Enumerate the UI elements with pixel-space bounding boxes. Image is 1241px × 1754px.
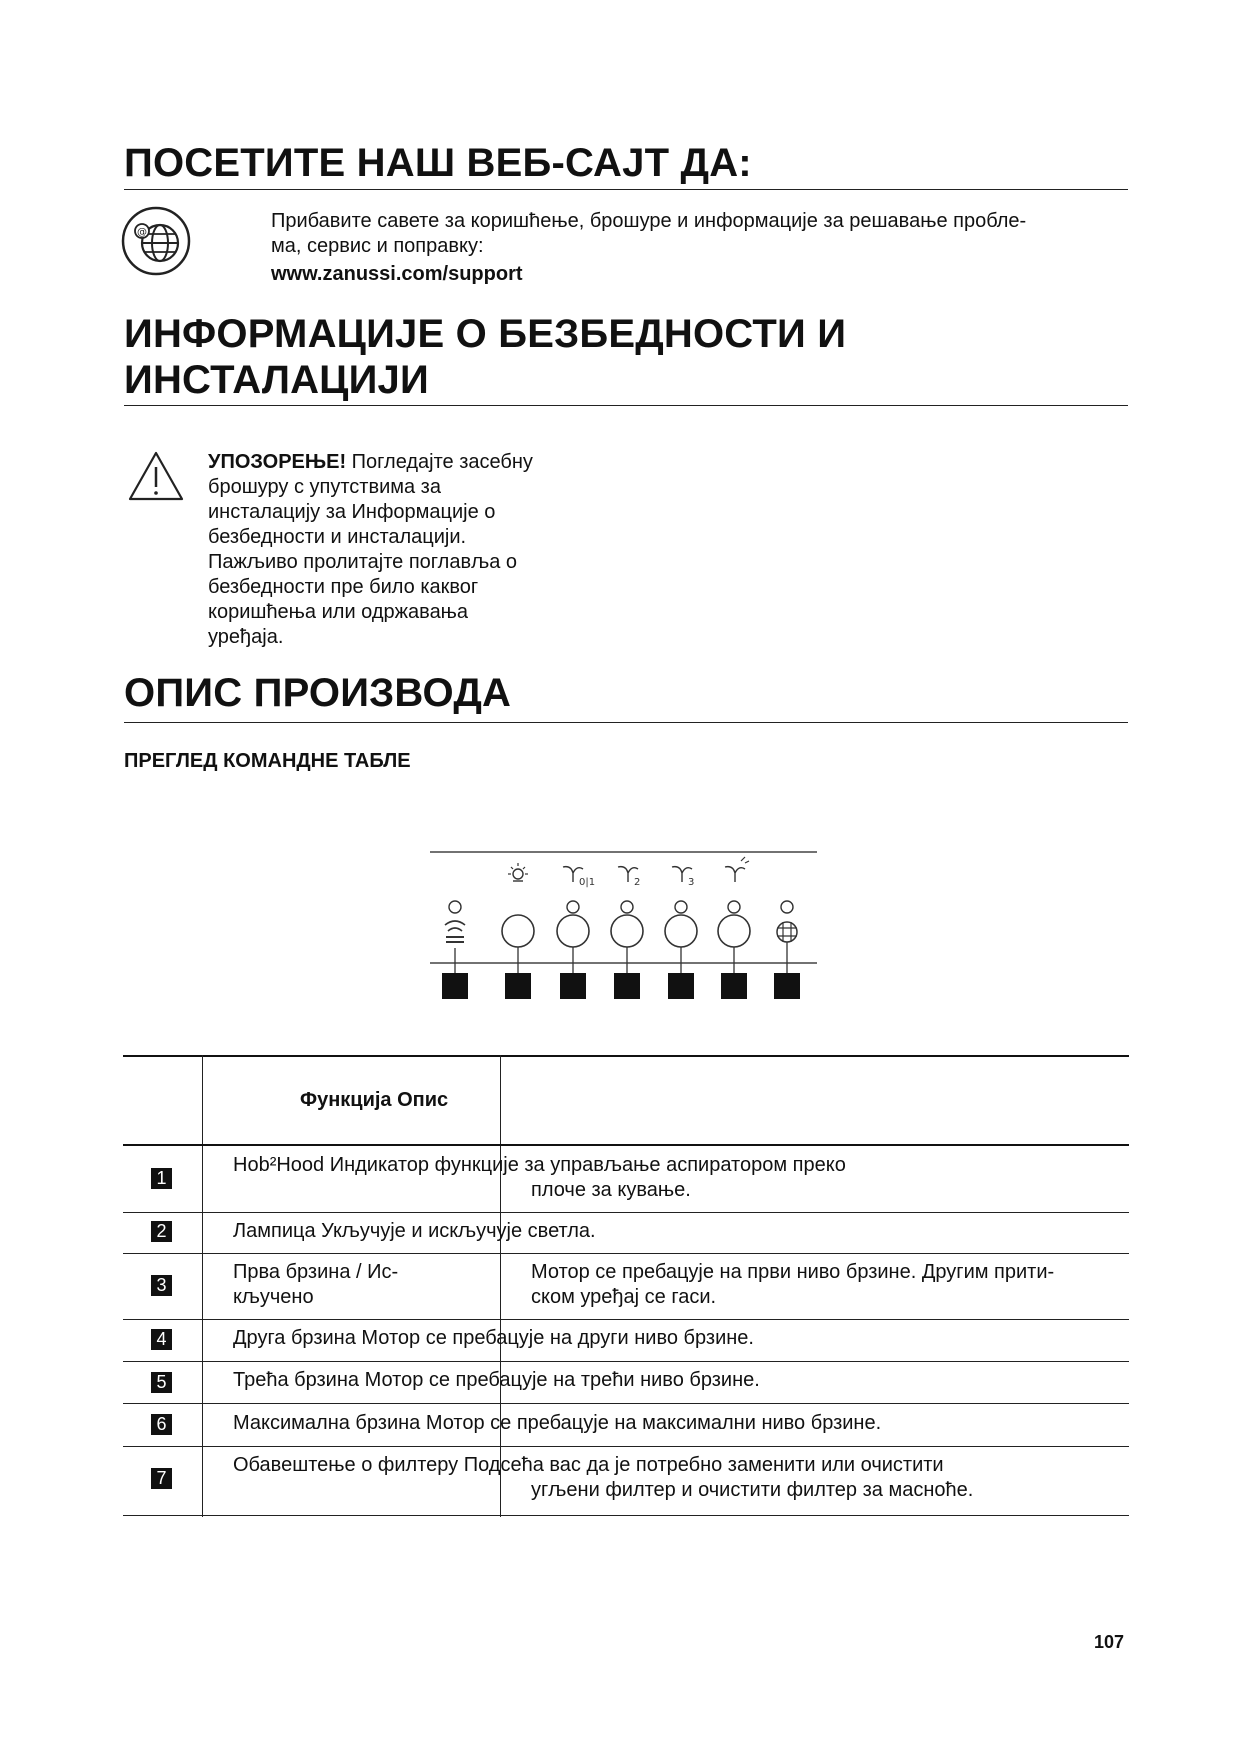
speed-label: 0|1 [579,877,596,888]
table-row-2-text: Лампица Укључује и искључује светла. [233,1220,596,1242]
safety-heading-line1: ИНФОРМАЦИЈЕ О БЕЗБЕДНОСТИ И [124,312,847,356]
safety-heading-rule [124,405,1128,406]
speed-label: 3 [688,877,695,888]
website-text [271,209,1131,287]
safety-heading-line2: ИНСТАЛАЦИЈИ [124,358,429,402]
panel-label-6 [721,973,747,999]
table-row-5-text: Трећа брзина Мотор се пребацује на трећи ниво брзине. [233,1369,760,1391]
table-row-rule [123,1403,1129,1404]
website-text-line1: Прибавите савете за коришћење, брошуре и информације за решавање пробле- [271,210,1027,232]
row-number-badge: 7 [151,1468,172,1489]
panel-subheading: ПРЕГЛЕД КОМАНДНЕ ТАБЛЕ [124,750,411,772]
fan-speed-3-button[interactable] [665,915,697,947]
svg-text:@: @ [137,227,147,238]
product-heading-rule [124,722,1128,723]
panel-label-1 [442,973,468,999]
warning-line: брошуру с упутствима за [208,476,441,498]
table-row-4-text: Друга брзина Мотор се пребацује на други ниво брзине. [233,1327,754,1349]
warning-line: уређаја. [208,626,284,648]
table-row-3-function [233,1260,398,1310]
row-number-badge: 4 [151,1329,172,1350]
panel-label-3 [560,973,586,999]
warning-line: инсталацију за Информације о [208,501,496,523]
website-heading-rule [124,189,1128,190]
table-row-7-text: Обавештење о филтеру Подсећа вас да је потребно заменити или очистити [233,1454,944,1476]
panel-label-5 [668,973,694,999]
table-top-rule [123,1055,1129,1057]
light-button[interactable] [502,915,534,947]
globe-icon [120,205,192,277]
fan-speed-1-button[interactable] [557,915,589,947]
filter-icon [777,922,797,942]
table-row-7-text-2: угљени филтер и очистити филтер за масноће. [531,1479,974,1501]
website-text-line2: ма, сервис и поправку: [271,235,484,257]
warning-triangle-icon [127,450,185,502]
table-row-6-text: Максимална брзина Мотор се пребацује на максимални ниво брзине. [233,1412,882,1434]
fan-speed-2-button[interactable] [611,915,643,947]
row-number-badge: 1 [151,1168,172,1189]
panel-label-7 [774,973,800,999]
light-icon [508,863,528,881]
row-number-badge: 6 [151,1414,172,1435]
table-row-rule [123,1212,1129,1213]
table-row-3-description-line2: ском уређај се гаси. [531,1286,717,1308]
table-bottom-rule [123,1515,1129,1516]
table-row-1-text: Hob²Hood Индикатор функције за управљање аспиратором преко [233,1154,846,1176]
table-row-3-description [531,1260,1054,1310]
row-number-badge: 5 [151,1372,172,1393]
control-panel-diagram [425,845,825,1005]
warning-line: Пажљиво пролитајте поглавља о [208,551,518,573]
panel-label-4 [614,973,640,999]
warning-line: коришћења или одржавања [208,601,469,623]
warning-line: безбедности пре било каквог [208,576,479,598]
fan-speed-0-1-icon [563,867,595,888]
website-url[interactable]: www.zanussi.com/support [271,263,523,285]
fan-speed-3-icon [672,867,694,888]
table-row-rule [123,1446,1129,1447]
fan-speed-2-icon [618,867,640,888]
table-header: Функција Опис [300,1089,449,1111]
warning-text [208,450,608,650]
page-number: 107 [1093,1632,1124,1652]
fan-max-button[interactable] [718,915,750,947]
warning-label: УПОЗОРЕЊЕ! [208,451,347,473]
table-row-1-text-2: плоче за кување. [531,1179,691,1201]
table-row-3-function-line2: кључено [233,1286,314,1308]
table-row-rule [123,1253,1129,1254]
website-heading: ПОСЕТИТЕ НАШ ВЕБ-САЈТ ДА: [124,141,752,185]
table-header-rule [123,1144,1129,1146]
hob2hood-icon [445,901,465,942]
safety-heading [124,311,846,403]
table-col-divider [202,1055,203,1517]
speed-label: 2 [634,877,641,888]
row-number-badge: 2 [151,1221,172,1242]
product-heading: ОПИС ПРОИЗВОДА [124,671,512,715]
table-row-3-function-line1: Прва брзина / Ис- [233,1261,399,1283]
table-row-rule [123,1319,1129,1320]
row-number-badge: 3 [151,1275,172,1296]
table-row-rule [123,1361,1129,1362]
warning-line: безбедности и инсталацији. [208,526,467,548]
table-row-3-description-line1: Мотор се пребацује на први ниво брзине. Другим прити- [531,1261,1055,1283]
warning-line1: Погледајте засебну [346,451,533,473]
table-col-divider [500,1055,501,1517]
fan-max-icon [725,857,749,882]
panel-label-2 [505,973,531,999]
